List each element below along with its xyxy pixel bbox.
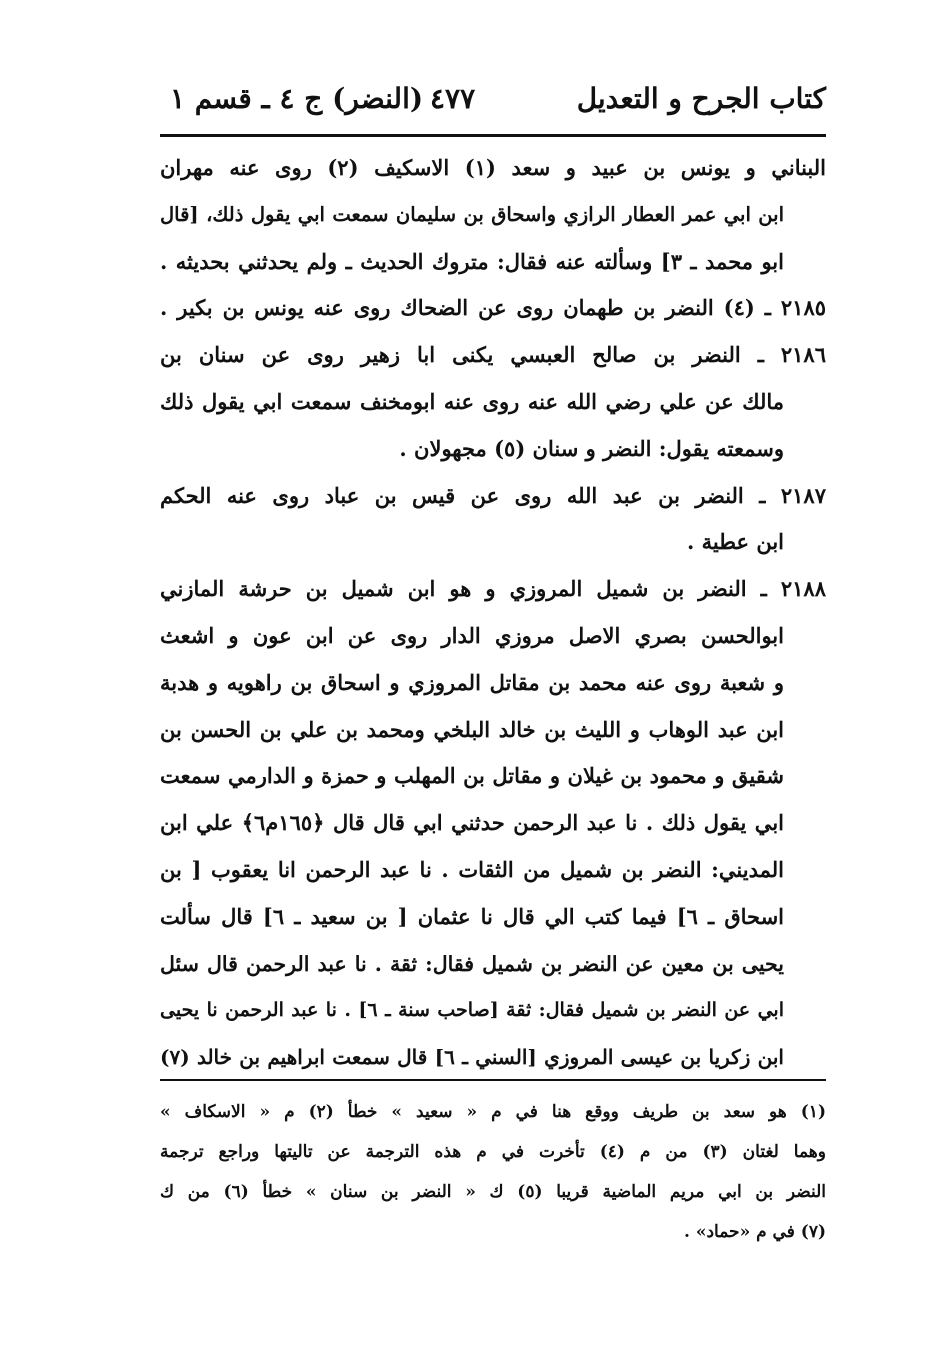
page-number: ٤٧٧ bbox=[430, 82, 476, 115]
text-line: ابوالحسن بصري الاصل مروزي الدار روى عن ابن عون و اشعث bbox=[160, 622, 784, 648]
footnote-rule bbox=[160, 1079, 826, 1081]
footnote-line: النضر بن ابي مريم الماضية قريبا (٥) ك « النضر بن سنان » خطأ (٦) من ك bbox=[160, 1182, 826, 1202]
text-line: اسحاق ـ ٦] فيما كتب الي قال نا عثمان [ بن سعيد ـ ٦] قال سألت bbox=[160, 903, 784, 929]
text-line: البناني و يونس بن عبيد و سعد (١) الاسكيف (٢) روى عنه مهران bbox=[160, 155, 826, 180]
text-line: مالك عن علي رضي الله عنه روى عنه ابومخنف سمعت ابي يقول ذلك bbox=[160, 388, 784, 414]
text-line: وسمعته يقول: النضر و سنان (٥) مجهولان . bbox=[399, 435, 784, 461]
entry-2187: ٢١٨٧ ـ النضر بن عبد الله روى عن قيس بن عباد روى عنه الحكم bbox=[160, 482, 826, 508]
text-line: ابي عن النضر بن شميل فقال: ثقة [صاحب سنة ـ ٦] . نا عبد الرحمن نا يحيى bbox=[160, 999, 784, 1022]
text-line: ابن عبد الوهاب و الليث بن خالد البلخي ومحمد بن علي بن الحسن بن bbox=[160, 716, 784, 742]
text-line: شقيق و محمود بن غيلان و مقاتل بن المهلب و حمزة و الدارمي سمعت bbox=[160, 763, 784, 789]
text-line: و شعبة روى عنه محمد بن مقاتل المروزي و اسحاق بن راهويه و هدبة bbox=[160, 669, 784, 695]
running-header bbox=[160, 72, 826, 126]
text-line: ابن عطية . bbox=[687, 529, 784, 555]
main-text bbox=[160, 145, 826, 1081]
text-line: ابن زكريا بن عيسى المروزي [السني ـ ٦] قال سمعت ابراهيم بن خالد (٧) bbox=[160, 1045, 784, 1070]
header-rule bbox=[160, 134, 826, 137]
text-line: ابن ابي عمر العطار الرازي واسحاق بن سليمان سمعت ابي يقول ذلك، [قال bbox=[160, 202, 784, 226]
footnote-line: وهما لغتان (٣) من م (٤) تأخرت في م هذه الترجمة عن تاليتها وراجع ترجمة bbox=[160, 1142, 826, 1162]
footnote-line: (١) هو سعد بن طريف ووقع هنا في م « سعيد » خطأ (٢) م « الاسكاف » bbox=[160, 1102, 826, 1122]
text-line: يحيى بن معين عن النضر بن شميل فقال: ثقة . نا عبد الرحمن قال سئل bbox=[160, 951, 784, 976]
entry-2185: ٢١٨٥ ـ (٤) النضر بن طهمان روى عن الضحاك روى عنه يونس بن بكير . bbox=[160, 295, 826, 321]
book-title: كتاب الجرح و التعديل bbox=[576, 82, 826, 115]
entry-2188: ٢١٨٨ ـ النضر بن شميل المروزي و هو ابن شميل بن حرشة المازني bbox=[160, 576, 826, 602]
text-line: ابي يقول ذلك . نا عبد الرحمن حدثني ابي قال قال ﴿١٦٥م٦﴾ علي ابن bbox=[160, 810, 784, 836]
footnote-line: (٧) في م «حماد» . bbox=[684, 1222, 826, 1242]
text-line: المديني: النضر بن شميل من الثقات . نا عبد الرحمن انا يعقوب [ بن bbox=[160, 856, 784, 882]
text-line: ابو محمد ـ ٣] وسألته عنه فقال: متروك الحديث ـ ولم يحدثني بحديثه . bbox=[160, 248, 784, 274]
volume-label: (النضر) ج ٤ ـ قسم ١ bbox=[170, 82, 424, 115]
entry-2186: ٢١٨٦ ـ النضر بن صالح العبسي يكنى ابا زهير روى عن سنان بن bbox=[160, 342, 826, 368]
footnotes bbox=[160, 1092, 826, 1252]
